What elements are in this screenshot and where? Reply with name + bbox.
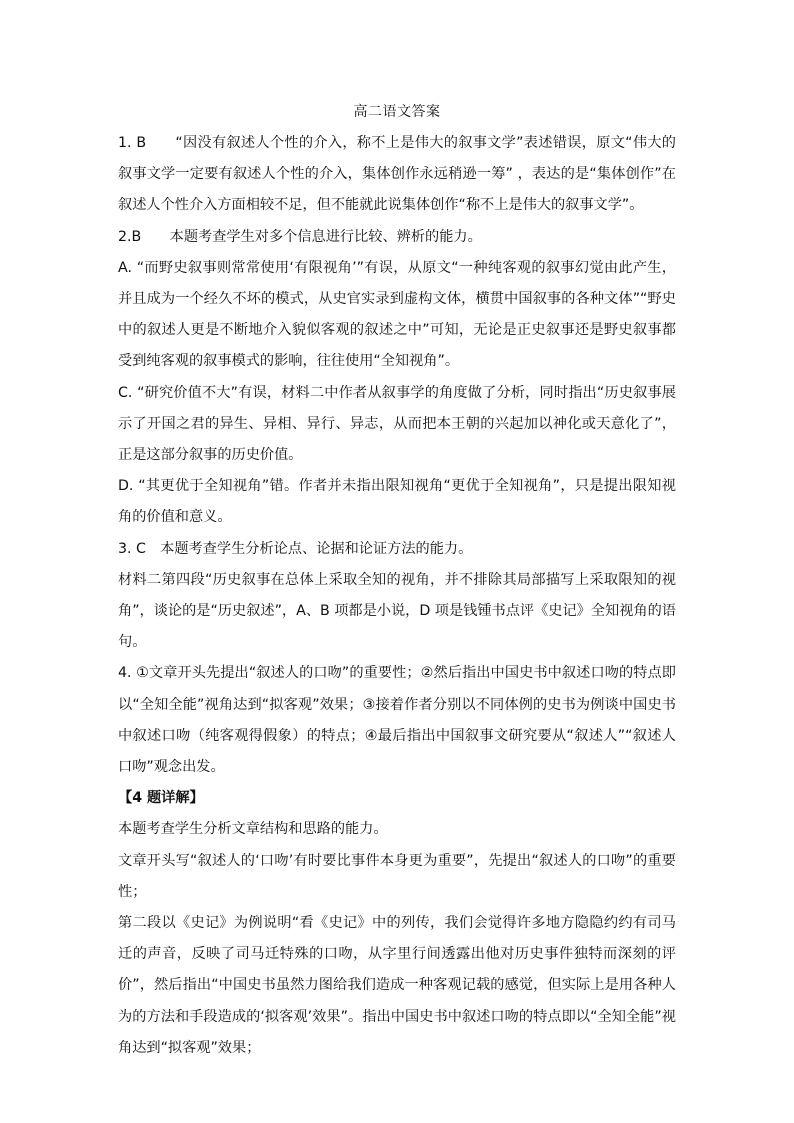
answer-2-option-a: A. “而野史叙事则常常使用‘有限视角’”有误，从原文“一种纯客观的叙事幻觉由此产生，并且成为一个经久不坏的模式，从史官实录到虚构文体，横贯中国叙事的各种文体”“野史中的叙述人更是不断地介入貌似客观的叙述之中”可知，无论是正史叙事还是野史叙事都受到纯客观的叙事模式的影响，往往使用“全知视角”。: [118, 259, 676, 370]
page-title: 高二语文答案: [353, 104, 441, 120]
answer-3: 3. C 本题考查学生分析论点、论据和论证方法的能力。: [118, 540, 473, 557]
answer-2: 2.B 本题考查学生对多个信息进行比较、辨析的能力。: [118, 228, 482, 245]
answer-4-detail-heading: 【4 题详解】: [118, 790, 204, 807]
answer-1: 1. B “因没有叙述人个性的介入，称不上是伟大的叙事文学”表述错误，原文“伟大的叙事文学一定要有叙述人个性的介入，集体创作永远稍逊一筹” ，表达的是“集体创作”在叙述人个性介入方面相较不足，但不能就此说集体创作“称不上是伟大的叙事文学”。: [118, 135, 676, 214]
answer-4-detail-part1: 文章开头写“叙述人的‘口吻’有时要比事件本身更为重要”，先提出“叙述人的口吻”的重要性；: [118, 852, 676, 900]
answer-page: [118, 100, 676, 1064]
answer-4: 4. ①文章开头先提出“叙述人的口吻”的重要性；②然后指出中国史书中叙述口吻的特点即以“全知全能”视角达到“拟客观”效果；③接着作者分别以不同体例的史书为例谈中国史书中叙述口吻（纯客观得假象）的特点；④最后指出中国叙事文研究要从“叙述人”“叙述人口吻”观念出发。: [118, 665, 676, 776]
answer-4-detail-intro: 本题考查学生分析文章结构和思路的能力。: [118, 821, 388, 838]
answer-2-option-d: D. “其更优于全知视角”错。作者并未指出限知视角“更优于全知视角”，只是提出限知视角的价值和意义。: [118, 478, 676, 526]
answer-3-explanation: 材料二第四段“历史叙事在总体上采取全知的视角，并不排除其局部描写上采取限知的视角”，谈论的是“历史叙述”，A、B 项都是小说，D 项是钱锺书点评《史记》全知视角的语句。: [118, 571, 676, 651]
answer-2-option-c: C. “研究价值不大”有误，材料二中作者从叙事学的角度做了分析，同时指出“历史叙事展示了开国之君的异生、异相、异行、异志，从而把本王朝的兴起加以神化或天意化了”，正是这部分叙事的历史价值。: [118, 384, 676, 464]
answer-4-detail-part2: 第二段以《史记》为例说明“看《史记》中的列传，我们会觉得许多地方隐隐约约有司马迁的声音，反映了司马迁特殊的口吻，从字里行间透露出他对历史事件独特而深刻的评价”，然后指出“中国史书虽然力图给我们造成一种客观记载的感觉，但实际上是用各种人为的方法和手段造成的‘拟客观’效果”。指出中国史书中叙述口吻的特点即以“全知全能”视角达到“拟客观”效果；: [118, 915, 676, 1056]
